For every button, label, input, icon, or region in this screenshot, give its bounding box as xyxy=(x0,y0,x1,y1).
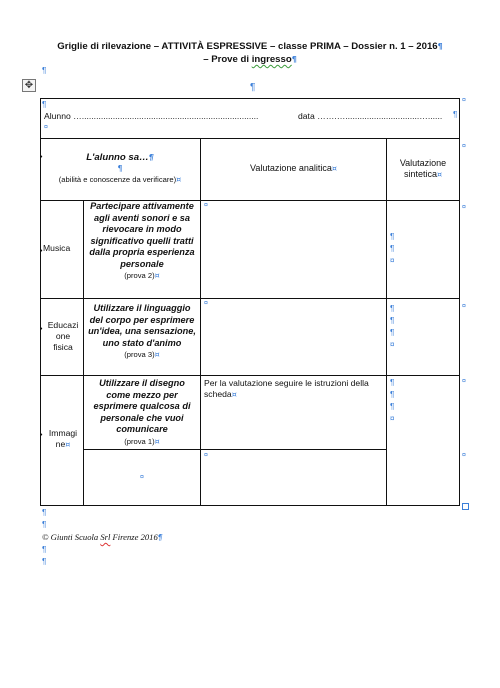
note-immagine: Per la valutazione seguire le istruzioni della scheda xyxy=(204,378,369,399)
header-col1: L'alunno sa… xyxy=(86,152,149,163)
competence-immagine: Utilizzare il disegno come mezzo per esprimere qualcosa di personale che vuoi comunicare xyxy=(93,378,191,434)
subject-musica: Musica xyxy=(43,243,71,253)
pilcrow-mark: ¶ xyxy=(42,100,47,109)
pilcrow-mark: ¶ xyxy=(453,110,458,119)
table-resize-handle[interactable] xyxy=(462,503,469,510)
cell-end-mark: ¤ xyxy=(204,452,208,459)
cell-end-mark: ¤ xyxy=(204,300,208,307)
copyright-line: © Giunti Scuola Srl Firenze 2016¶ xyxy=(42,532,163,542)
data-field[interactable]: data …….…...............................…...... xyxy=(298,111,443,121)
header-col3-line1: Valutazione xyxy=(399,158,447,168)
assessment-table: ¶ Alunno ….......................................................................... data …….…...............................…...... ¤ ¶ L'alunno sa…¶ ¶ (abilità e conoscenze da verificare)¤ Valutazione analitica¤ Valutazione sintetica¤ Musica Partecipare attivamente agli aventi sonori e sa rievocare in modo significativo quelli tratti dalla propria esperienza personale (prova 2)¤ ¤ ¶ ¶ ¤ Educazi one fisica Utilizzare il linguaggio del corpo per esprimere un'idea, una sensazione, uno stato d'animo (prova 3)¤ ¤ ¶ ¶ ¶ ¤ Immagi ne¤ Utilizzare il disegno come mezzo per esprimere qualcosa di personale che vuoi comunicare (prova 1)¤ Per la valutazione seguire le istruzioni della scheda¤ ¶ ¶ ¶ ¤ ¤ ¤ xyxy=(40,98,460,506)
header-col1-sub: (abilità e conoscenze da verificare) xyxy=(58,175,177,184)
title-line-2-prefix: – Prove di xyxy=(203,54,252,65)
header-col3-line2: sintetica xyxy=(403,169,437,179)
competence-musica: Partecipare attivamente agli aventi sonori e sa rievocare in modo significativo quelli tratti dalla propria esperienza personale xyxy=(89,201,195,269)
alunno-field[interactable]: Alunno ….......................................................................... xyxy=(44,111,259,121)
pilcrow-mark: ¶ xyxy=(437,42,443,51)
header-col2: Valutazione analitica xyxy=(250,163,332,173)
cell-end-mark: ¤ xyxy=(44,124,48,131)
pilcrow-mark: ¶ xyxy=(42,66,47,75)
table-move-handle-icon[interactable]: ✥ xyxy=(22,79,36,92)
document-title xyxy=(30,40,470,66)
subject-educazione-fisica: Educazi one fisica xyxy=(47,320,79,352)
prova-educazione-fisica: (prova 3) xyxy=(124,350,155,359)
cell-end-mark: ¤ xyxy=(140,474,144,481)
title-line-2-word: ingresso xyxy=(251,54,292,65)
competence-educazione-fisica: Utilizzare il linguaggio del corpo per esprimere un'idea, una sensazione, uno stato d'animo xyxy=(88,303,196,348)
cell-end-mark: ¤ xyxy=(204,202,208,209)
pilcrow-mark: ¶ xyxy=(117,164,123,173)
title-line-1: Griglie di rilevazione – ATTIVITÀ ESPRESSIVE – classe PRIMA – Dossier n. 1 – 2016 xyxy=(57,41,438,52)
pilcrow-mark: ¶ xyxy=(291,55,297,64)
prova-immagine: (prova 1) xyxy=(124,436,155,446)
pilcrow-mark: ¶ xyxy=(250,82,256,93)
prova-musica: (prova 2) xyxy=(124,271,155,280)
subject-immagine: Immagi ne¤ xyxy=(48,428,78,449)
